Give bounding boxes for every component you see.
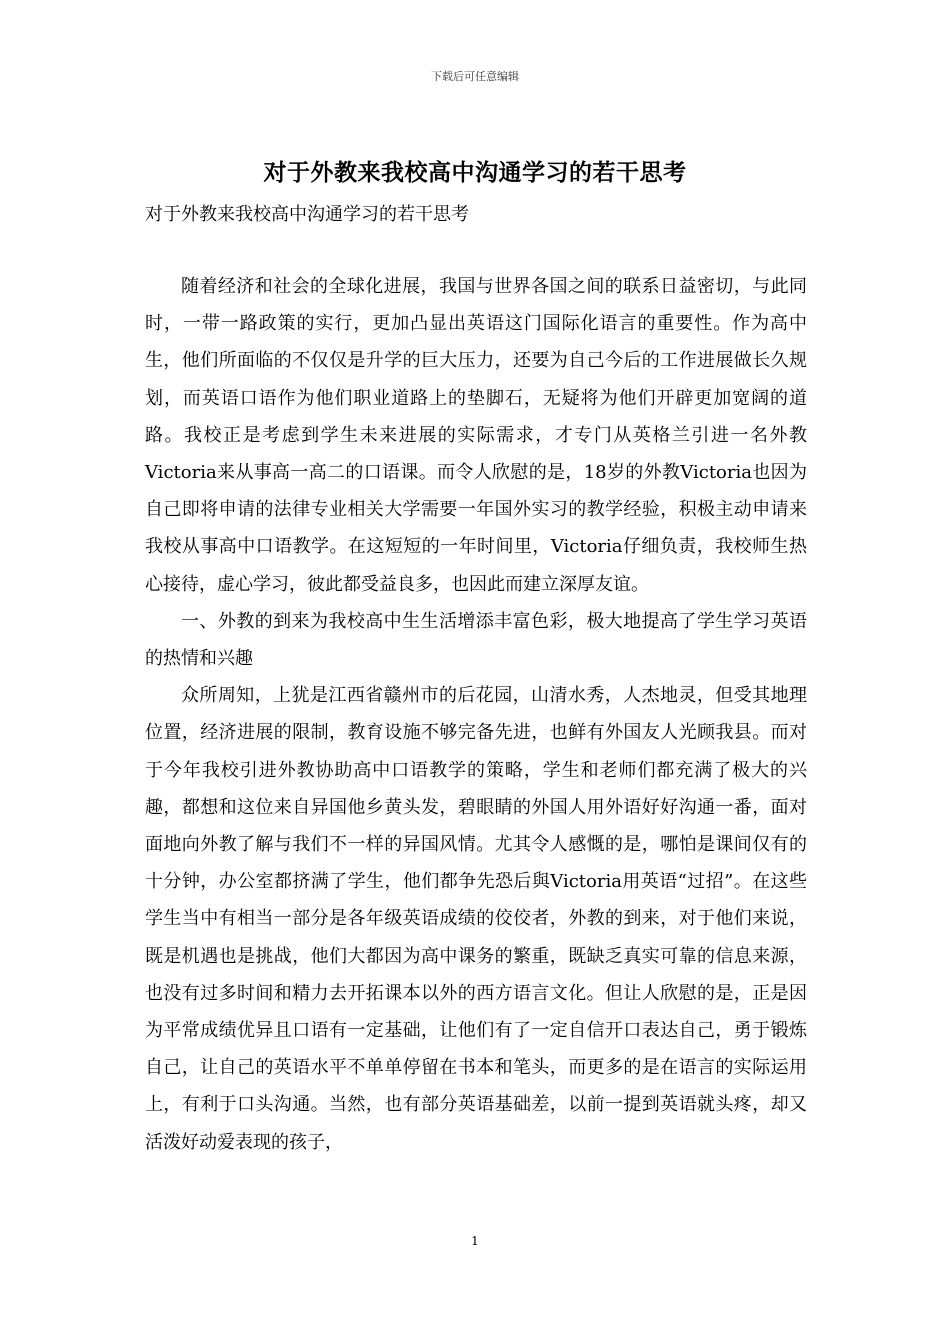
section-heading-1: 一、外教的到来为我校高中生生活增添丰富色彩，极大地提高了学生学习英语的热情和兴趣	[145, 610, 807, 670]
header-note: 下载后可任意编辑	[431, 70, 519, 83]
page-number: 1	[471, 1234, 479, 1248]
document-body	[145, 268, 807, 1161]
document-title: 对于外教来我校高中沟通学习的若干思考	[263, 159, 687, 186]
document-subtitle: 对于外教来我校高中沟通学习的若干思考	[145, 204, 469, 225]
paragraph-section-1: 众所周知，上犹是江西省赣州市的后花园，山清水秀，人杰地灵，但受其地理位置，经济进展的限制，教育设施不够完备先进，也鲜有外国友人光顾我县。而对于今年我校引进外教协助高中口语教学的策略，学生和老师们都充满了极大的兴趣，都想和这位来自异国他乡黄头发，碧眼睛的外国人用外语好好沟通一番，面对面地向外教了解与我们不一样的异国风情。尤其令人感慨的是，哪怕是课间仅有的十分钟，办公室都挤满了学生，他们都争先恐后與Victoria用英语“过招”。在这些学生当中有相当一部分是各年级英语成绩的佼佼者，外教的到来，对于他们来说，既是机遇也是挑战，他们大都因为高中课务的繁重，既缺乏真实可靠的信息来源，也没有过多时间和精力去开拓课本以外的西方语言文化。但让人欣慰的是，正是因为平常成绩优异且口语有一定基础，让他们有了一定自信开口表达自己，勇于锻炼自己，让自己的英语水平不单单停留在书本和笔头，而更多的是在语言的实际运用上，有利于口头沟通。当然，也有部分英语基础差，以前一提到英语就头疼，却又活泼好动爱表现的孩子，	[145, 685, 807, 1153]
paragraph-intro: 随着经济和社会的全球化进展，我国与世界各国之间的联系日益密切，与此同时，一带一路政策的实行，更加凸显出英语这门国际化语言的重要性。作为高中生，他们所面临的不仅仅是升学的巨大压力，还要为自己今后的工作进展做长久规划，而英语口语作为他们职业道路上的垫脚石，无疑将为他们开辟更加宽阔的道路。我校正是考虑到学生未来进展的实际需求，才专门从英格兰引进一名外教Victoria来从事高一高二的口语课。而令人欣慰的是，18岁的外教Victoria也因为自己即将申请的法律专业相关大学需要一年国外实习的教学经验，积极主动申请来我校从事高中口语教学。在这短短的一年时间里，Victoria仔细负责，我校师生热心接待，虚心学习，彼此都受益良多，也因此而建立深厚友谊。	[145, 276, 807, 595]
